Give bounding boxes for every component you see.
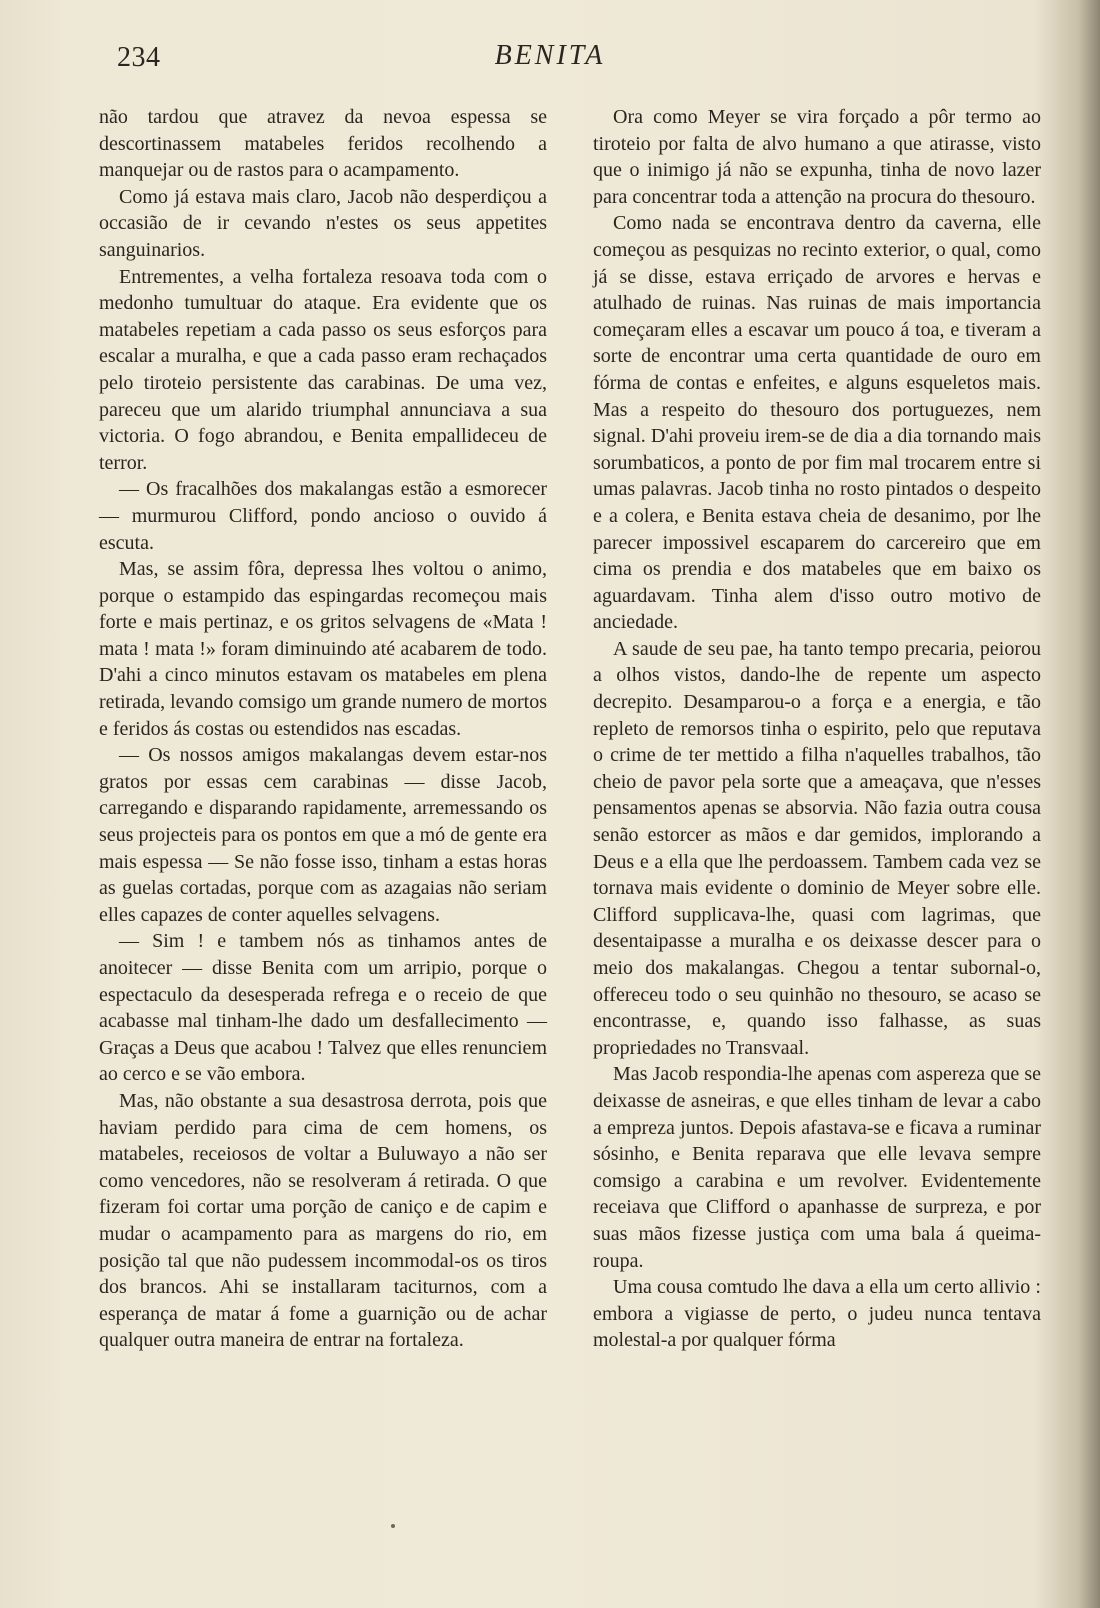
printer-dot-mark (391, 1524, 395, 1528)
paragraph: — Os fracalhões dos makalangas estão a esmorecer — murmurou Clifford, pondo ancioso o ouvido á escuta. (99, 478, 547, 554)
paragraph: A saude de seu pae, ha tanto tempo precaria, peiorou a olhos vistos, dando-lhe de repente um aspecto decrepito. Desamparou-o a força e a energia, e tão repleto de remorsos tinha o espirito, pelo que reputava o crime de ter mettido a filha n'aquelles trabalhos, tão cheio de pavor pela sorte que a ameaçava, que n'esses pensamentos apenas se absorvia. Não fazia outra cousa senão estorcer as mãos e dar gemidos, implorando a Deus e a ella que lhe perdoassem. Tambem cada vez se tornava mais evidente o dominio de Meyer sobre elle. Clifford supplicava-lhe, quasi com lagrimas, que desentaipasse a muralha e os deixasse descer para o meio dos makalangas. Chegou a tentar subornal-o, offereceu todo o seu quinhão no thesouro, se acaso se encontrasse, e, quando isso falhasse, as suas propriedades no Transvaal. (593, 637, 1041, 1059)
paragraph: Como já estava mais claro, Jacob não desperdiçou a occasião de ir cevando n'estes os seus appetites sanguinarios. (99, 185, 547, 261)
page-number: 234 (117, 42, 161, 73)
running-title: BENITA (494, 40, 606, 71)
paragraph: Mas, se assim fôra, depressa lhes voltou o animo, porque o estampido das espingardas recomeçou mais forte e mais pertinaz, e os gritos selvagens de «Mata ! mata ! mata !» foram diminuindo até acabarem de todo. D'ahi a cinco minutos estavam os matabeles em plena retirada, levando comsigo um grande numero de mortos e feridos ás costas ou estendidos nas escadas. (99, 558, 547, 740)
left-column (99, 104, 547, 1354)
paragraph: — Sim ! e tambem nós as tinhamos antes de anoitecer — disse Benita com um arripio, porque o espectaculo da desesperada refrega e o receio de que acabasse mal tinham-lhe dado um desfallecimento — Graças a Deus que acabou ! Talvez que elles renunciem ao cerco e se vão embora. (99, 930, 547, 1086)
paragraph: Uma cousa comtudo lhe dava a ella um certo allivio : embora a vigiasse de perto, o judeu nunca tentava molestal-a por qualquer fórma (593, 1276, 1041, 1352)
paragraph: — Os nossos amigos makalangas devem estar-nos gratos por essas cem carabinas — disse Jacob, carregando e disparando rapidamente, arremessando os seus projecteis para os pontos em que a mó de gente era mais espessa — Se não fosse isso, tinham a estas horas as guelas cortadas, porque com as azagaias não seriam elles capazes de conter aquelles selvagens. (99, 744, 547, 926)
paragraph: Ora como Meyer se vira forçado a pôr termo ao tiroteio por falta de alvo humano a que atirasse, visto que o inimigo já não se expunha, tinha de novo lazer para concentrar toda a attenção na procura do thesouro. (593, 106, 1041, 208)
right-column (593, 104, 1041, 1354)
paragraph: Entrementes, a velha fortaleza resoava toda com o medonho tumultuar do ataque. Era evidente que os matabeles repetiam a cada passo os seus esforços para escalar a muralha, e que a cada passo eram rechaçados pelo tiroteio persistente das carabinas. De uma vez, pareceu que um alarido triumphal annunciava a sua victoria. O fogo abrandou, e Benita empallideceu de terror. (99, 265, 547, 474)
paragraph: Como nada se encontrava dentro da caverna, elle começou as pesquizas no recinto exterior, o qual, como já se disse, estava erriçado de arvores e hervas e atulhado de ruinas. Nas ruinas de mais importancia começaram elles a escavar um pouco á toa, e tiveram a sorte de encontrar uma certa quantidade de ouro em fórma de contas e enfeites, e alguns esqueletos mais. Mas a respeito do thesouro dos portuguezes, nem signal. D'ahi proveiu irem-se de dia a dia tornando mais sorumbaticos, a ponto de por fim mal trocarem entre si umas palavras. Jacob tinha no rosto pintados o despeito e a colera, e Benita estava cheia de desanimo, por lhe parecer impossivel escaparem do carcereiro que em cima os prendia e dos matabeles que em baixo os aguardavam. Tinha alem d'isso outro motivo de anciedade. (593, 212, 1041, 634)
paragraph: Mas, não obstante a sua desastrosa derrota, pois que haviam perdido para cima de cem homens, os matabeles, receiosos de voltar a Buluwayo a não ser como vencedores, não se resolveram á retirada. O que fizeram foi cortar uma porção de caniço e de capim e mudar o acampamento para as margens do rio, em posição tal que não pudessem incommodal-os os tiros dos brancos. Ahi se installaram taciturnos, com a esperança de matar á fome a guarnição ou de achar qualquer outra maneira de entrar na fortaleza. (99, 1089, 547, 1352)
paragraph: Mas Jacob respondia-lhe apenas com aspereza que se deixasse de asneiras, e que elles tinham de levar a cabo a empreza juntos. Depois afastava-se e ficava a ruminar sósinho, e Benita reparava que elle levava sempre comsigo a carabina e um revolver. Evidentemente receiava que Clifford o apanhasse de surpreza, e por suas mãos fizesse justiça com uma bala á queima-roupa. (593, 1063, 1041, 1272)
paragraph: não tardou que atravez da nevoa espessa se descortinassem matabeles feridos recolhendo a manquejar ou de rastos para o acampamento. (99, 106, 547, 182)
